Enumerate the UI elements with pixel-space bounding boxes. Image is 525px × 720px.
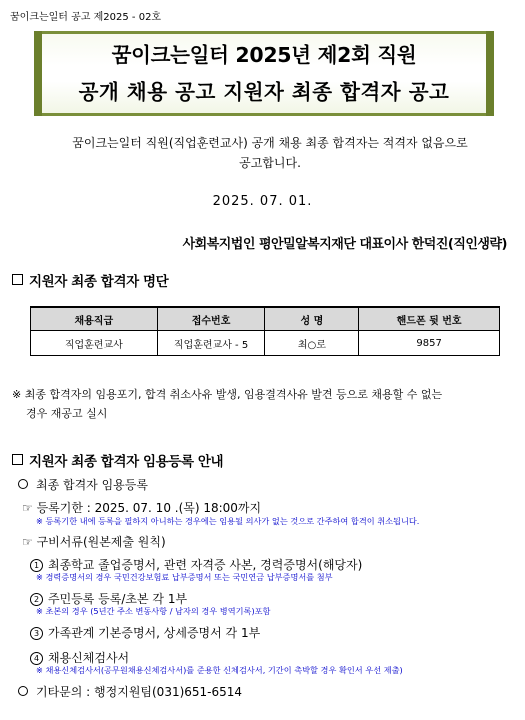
number-circle-icon: 2	[30, 593, 43, 606]
section1-heading	[12, 270, 168, 290]
section1-title: 지원자 최종 합격자 명단	[29, 274, 169, 290]
page-title-line1: 꿈이크는일터 2025년 제2회 직원	[111, 43, 417, 67]
table-cell: 직업훈련교사 - 5	[157, 331, 265, 356]
docs-heading: ☞ 구비서류(원본제출 원칙)	[22, 535, 166, 549]
page-title-line2: 공개 채용 공고 지원자 최종 합격자 공고	[78, 80, 450, 104]
section2-title: 지원자 최종 합격자 임용등록 안내	[29, 454, 224, 470]
table-header: 성 명	[265, 307, 359, 331]
notice-line2: 경우 재공고 실시	[26, 407, 108, 420]
doc-item-1	[30, 556, 362, 573]
number-circle-icon: 1	[30, 559, 43, 572]
intro-line2: 공고합니다.	[239, 156, 301, 170]
doc-item-note: ※ 경력증명서의 경우 국민건강보험료 납부증명서 또는 국민연금 납부증명서를 첨부	[36, 572, 333, 582]
checkbox-square-icon	[12, 274, 23, 285]
subheading-text: 최종 합격자 임용등록	[36, 478, 148, 492]
deadline-note: ※ 등록기한 내에 등록을 필하지 아니하는 경우에는 임용될 의사가 없는 것으로 간주하여 합격이 취소됩니다.	[36, 516, 420, 526]
table-header: 접수번호	[157, 307, 265, 331]
contact-text: 기타문의 : 행정지원팀(031)651-6514	[36, 685, 243, 699]
table-row	[31, 331, 500, 356]
section2-heading	[12, 450, 223, 470]
signer: 사회복지법인 평안밀알복지재단 대표이사 한덕진(직인생략)	[182, 237, 507, 252]
doc-item-3	[30, 624, 260, 641]
circle-bullet-icon	[18, 479, 28, 489]
table-cell: 최○로	[265, 331, 359, 356]
deadline: ☞ 등록기한 : 2025. 07. 10 .(목) 18:00까지	[22, 501, 262, 515]
doc-item-note: ※ 채용신체검사서(공무원채용신체검사서)를 준용한 신체검사서, 기간이 촉박할 경우 확인서 우선 제출)	[36, 665, 403, 675]
table-header-row	[31, 307, 500, 331]
doc-item-note: ※ 초본의 경우 (5년간 주소 변동사항 / 남자의 경우 병역기록)포함	[36, 606, 271, 616]
results-table	[30, 306, 500, 356]
doc-item-text: 채용신체검사서	[48, 651, 130, 665]
document-number: 꿈이크는일터 공고 제2025 - 02호	[10, 12, 162, 23]
table-header: 핸드폰 뒷 번호	[359, 307, 500, 331]
circle-bullet-icon	[18, 686, 28, 696]
number-circle-icon: 3	[30, 627, 43, 640]
table-cell: 9857	[359, 331, 500, 356]
doc-item-4	[30, 649, 129, 666]
contact-line	[18, 683, 242, 700]
subheading-registration	[18, 476, 148, 493]
doc-item-text: 최종학교 졸업증명서, 관련 자격증 사본, 경력증명서(해당자)	[48, 558, 363, 572]
doc-item-2	[30, 590, 187, 607]
announcement-date: 2025. 07. 01.	[212, 194, 313, 209]
number-circle-icon: 4	[30, 652, 43, 665]
doc-item-text: 가족관계 기본증명서, 상세증명서 각 1부	[48, 626, 261, 640]
doc-item-text: 주민등록 등록/초본 각 1부	[48, 592, 188, 606]
checkbox-square-icon	[12, 454, 23, 465]
intro-line1: 꿈이크는일터 직원(직업훈련교사) 공개 채용 최종 합격자는 적격자 없음으로	[72, 136, 468, 150]
table-header: 채용직급	[31, 307, 158, 331]
table-cell: 직업훈련교사	[31, 331, 158, 356]
notice-line1: ※ 최종 합격자의 임용포기, 합격 취소사유 발생, 임용결격사유 발견 등으로 채용할 수 없는	[12, 388, 443, 401]
